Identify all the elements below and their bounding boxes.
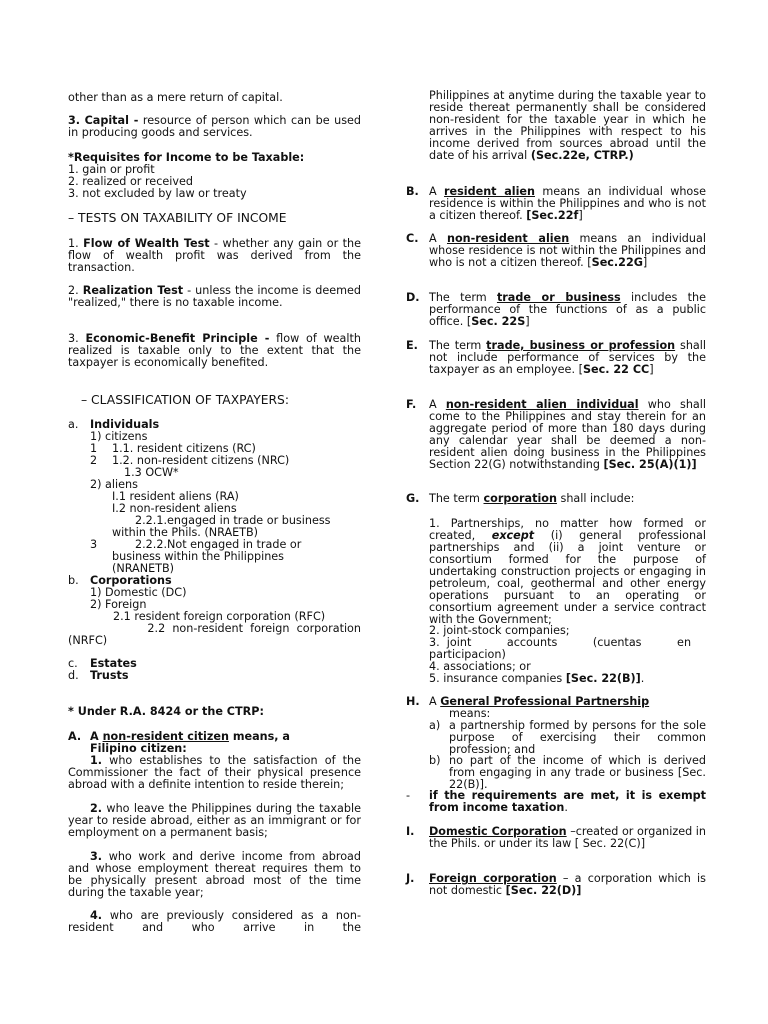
resident-aliens-item: I.1 resident aliens (RA) [112, 490, 239, 503]
non-resident-alien-definition: A non-resident alien means an individual whose residence is not within the Philippines and who is not a citizen thereof. [Sec.22G] [429, 232, 706, 269]
estates-item: Estates [90, 657, 137, 670]
requisite-item: 2. realized or received [68, 175, 193, 188]
requisites-title: *Requisites for Income to be Taxable: [68, 151, 305, 164]
item-i-label: I. [406, 825, 415, 838]
tests-heading: – TESTS ON TAXABILITY OF INCOME [68, 211, 287, 225]
non-resident-citizens-item: 1.2. non-resident citizens (NRC) [112, 454, 290, 467]
gpp-means: means: [449, 707, 491, 720]
nrc-a-label: A. [68, 730, 82, 743]
corporation-definition: The term corporation shall include: [429, 492, 635, 505]
corporation-item: 2. joint-stock companies; [429, 624, 570, 637]
nrfc-item: 2.2 non-resident foreign corporation [147, 622, 361, 635]
resident-alien-definition: A resident alien means an individual whose residence is within the Philippines and who is not a citizen thereof. [Sec.22f] [429, 185, 706, 222]
rfc-item: 2.1 resident foreign corporation (RFC) [113, 610, 326, 623]
item-b-label: B. [406, 185, 419, 198]
nranetb-line: (NRANETB) [112, 562, 175, 575]
estates-label: c. [68, 657, 78, 670]
nrc-list-item: 3. who work and derive income from abroad and whose employment thereat requires them to be physically present abroad most of the time during the taxable year; [68, 850, 361, 899]
nraetb-line: within the Phils. (NRAETB) [112, 526, 259, 539]
resident-citizens-item: 1.1. resident citizens (RC) [112, 442, 256, 455]
nrc-list-item: 2. who leave the Philippines during the taxable year to reside abroad, either as an immigrant or for employment on a permanent basis; [68, 802, 361, 839]
non-resident-citizen-term: non-resident citizen [102, 730, 229, 743]
individuals-title: Individuals [90, 418, 160, 431]
capital-term: Capital - [84, 114, 139, 127]
test-realization: 2. Realization Test - unless the income is deemed "realized," there is no taxable income. [68, 284, 362, 309]
nrc-a-heading: A non-resident citizen means, a [90, 730, 290, 743]
foreign-item: 2) Foreign [90, 598, 147, 611]
nranetb-number: 3 [90, 538, 98, 551]
foreign-corporation-definition: Foreign corporation – a corporation which is not domestic [Sec. 22(D)] [429, 872, 706, 897]
item-h-label: H. [406, 695, 420, 708]
nrfc-item: (NRFC) [68, 634, 108, 647]
gpp-b-label: b) [429, 754, 441, 767]
trusts-label: d. [68, 669, 79, 682]
ocw-item: 1.3 OCW* [124, 466, 179, 479]
nrc-a-heading: Filipino citizen: [90, 742, 187, 755]
nranetb-line: business within the Philippines [112, 550, 284, 563]
under-ra-heading: * Under R.A. 8424 or the CTRP: [68, 705, 264, 718]
nrc-number: 2 [90, 454, 98, 467]
citizens-item: 1) citizens [90, 430, 148, 443]
item-j-label: J. [406, 872, 415, 885]
item-e-label: E. [406, 339, 418, 352]
dash-label: - [406, 789, 411, 802]
capital-definition: 3. Capital - resource of person which can be used in producing goods and services. [68, 114, 362, 139]
aliens-item: 2) aliens [90, 478, 138, 491]
corporation-item: 1. Partnerships, no matter how formed or created, except (i) general professional partnerships and (ii) a joint venture or consortium formed for the purpose of undertaking construction projects or engaging in petroleum, coal, geothermal and other energy operations pursuant to an operating or consortium agreement under a service contract with the Government; [429, 517, 706, 626]
rc-number: 1 [90, 442, 98, 455]
requisite-item: 3. not excluded by law or treaty [68, 187, 247, 200]
nraetb-line: 2.2.1.engaged in trade or business [135, 514, 331, 527]
non-resident-aliens-item: I.2 non-resident aliens [112, 502, 237, 515]
trusts-item: Trusts [90, 669, 129, 682]
corporation-item: 3. joint accounts (cuentas en [429, 636, 692, 649]
domestic-corporation-definition: Domestic Corporation –created or organized in the Phils. or under its law [ Sec. 22(C)] [429, 825, 707, 850]
gpp-exempt-note: if the requirements are met, it is exempt from income taxation. [429, 789, 706, 814]
domestic-item: 1) Domestic (DC) [90, 586, 187, 599]
test-flow-of-wealth: 1. Flow of Wealth Test - whether any gain or the flow of wealth profit was derived from the transaction. [68, 237, 361, 274]
nrc-list-item: 4. who are previously considered as a non-resident and who arrive in the [68, 909, 361, 934]
gpp-definition: A General Professional Partnership [429, 695, 650, 708]
gpp-b-text: no part of the income of which is derived from engaging in any trade or business [Sec. 22(B)]. [449, 754, 706, 791]
corporation-item: 4. associations; or [429, 660, 531, 673]
individuals-label: a. [68, 418, 79, 431]
test-economic-benefit: 3. Economic-Benefit Principle - flow of wealth realized is taxable only to the extent that the taxpayer is economically benefited. [68, 332, 361, 369]
item-c-label: C. [406, 232, 419, 245]
corporations-label: b. [68, 574, 79, 587]
corporation-item: participacion) [429, 648, 506, 661]
nranetb-line: 2.2.2.Not engaged in trade or [135, 538, 302, 551]
gpp-a-label: a) [429, 719, 441, 732]
trade-or-business-definition: The term trade or business includes the performance of the functions of as a public office. [Sec. 22S] [429, 291, 706, 328]
capital-return-text: other than as a mere return of capital. [68, 91, 283, 104]
item-f-label: F. [406, 398, 417, 411]
non-resident-alien-individual-definition: A non-resident alien individual who shall come to the Philippines and stay therein for an aggregate period of more than 180 days during any calendar year shall be deemed a non-resident alien doing business in the Philippines Section 22(G) notwithstanding [Sec. 25(A)(1)] [429, 398, 706, 471]
item-g-label: G. [406, 492, 420, 505]
gpp-term: General Professional Partnership [440, 695, 650, 708]
nrc-continuation: Philippines at anytime during the taxable year to reside thereat permanently shall be considered non-resident for the taxable year in which he arrives in the Philippines with respect to his income derived from sources abroad until the date of his arrival (Sec.22e, CTRP.) [429, 89, 706, 162]
gpp-a-text: a partnership formed by persons for the sole purpose of exercising their common profession; and [449, 719, 706, 756]
trade-business-profession-definition: The term trade, business or profession shall not include performance of services by the taxpayer as an employee. [Sec. 22 CC] [429, 339, 706, 376]
corporation-item: 5. insurance companies [Sec. 22(B)]. [429, 672, 645, 685]
nrc-list-item: 1. who establishes to the satisfaction of the Commissioner the fact of their physical presence abroad with a definite intention to reside therein; [68, 754, 361, 791]
item-d-label: D. [406, 291, 420, 304]
classification-heading: – CLASSIFICATION OF TAXPAYERS: [81, 393, 290, 407]
requisite-item: 1. gain or profit [68, 163, 155, 176]
corporations-title: Corporations [90, 574, 172, 587]
